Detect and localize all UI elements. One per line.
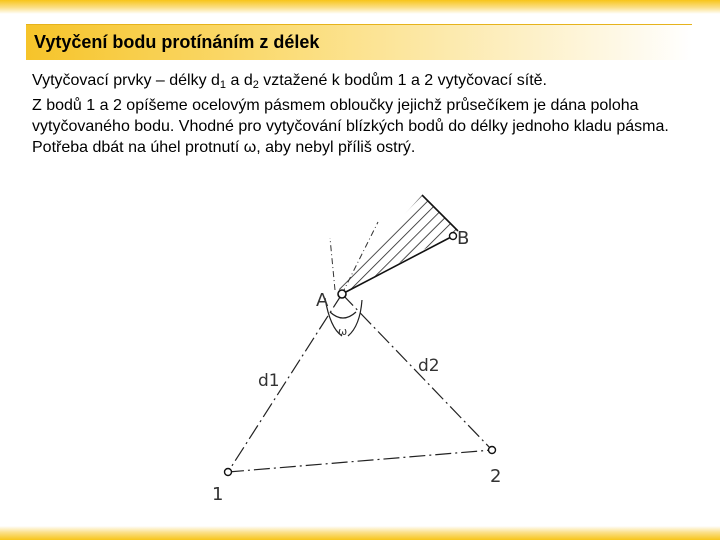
subscript-2: 2 (252, 79, 259, 91)
line-1-2 (228, 450, 492, 472)
paragraph-elements (32, 70, 692, 91)
label-angle-omega: ω (338, 325, 348, 338)
slide-title: Vytyčení bodu protínáním z délek (34, 32, 320, 52)
label-point-B: B (457, 228, 470, 249)
paragraph1-pre: Vytyčovací prvky – délky d (32, 72, 220, 89)
paragraph1-mid: a d (226, 72, 253, 89)
top-decor-band (0, 0, 720, 14)
dashdot-construction-vertical (330, 238, 335, 290)
paragraph-method: Z bodů 1 a 2 opíšeme ocelovým pásmem obloučky jejichž průsečíkem je dána poloha vytyčovaného bodu. Vhodné pro vytyčování blízkých bodů do délky jednoho kladu pásma. Potřeba dbát na úhel protnutí ω, aby nebyl příliš ostrý. (32, 97, 669, 156)
point-2 (489, 447, 496, 454)
arc-from-point-2 (348, 300, 362, 336)
line-A-1 (228, 294, 342, 472)
line-A-2 (342, 294, 492, 450)
subscript-1: 1 (219, 79, 227, 91)
label-point-2: 2 (490, 466, 502, 487)
bottom-decor-band (0, 526, 720, 540)
label-distance-d1: d1 (258, 371, 280, 391)
label-point-1: 1 (212, 484, 224, 505)
point-1 (225, 469, 232, 476)
label-point-A: A (316, 290, 329, 311)
angle-omega-arc (330, 312, 356, 318)
paragraph1-post: vztažené k bodům 1 a 2 vytyčovací sítě. (258, 72, 547, 89)
title-bar (26, 24, 692, 60)
label-distance-d2: d2 (418, 356, 440, 376)
point-B (450, 233, 457, 240)
point-A (338, 290, 346, 298)
intersection-diagram (190, 178, 530, 518)
slide-body (32, 70, 692, 162)
hatched-region (338, 195, 458, 294)
